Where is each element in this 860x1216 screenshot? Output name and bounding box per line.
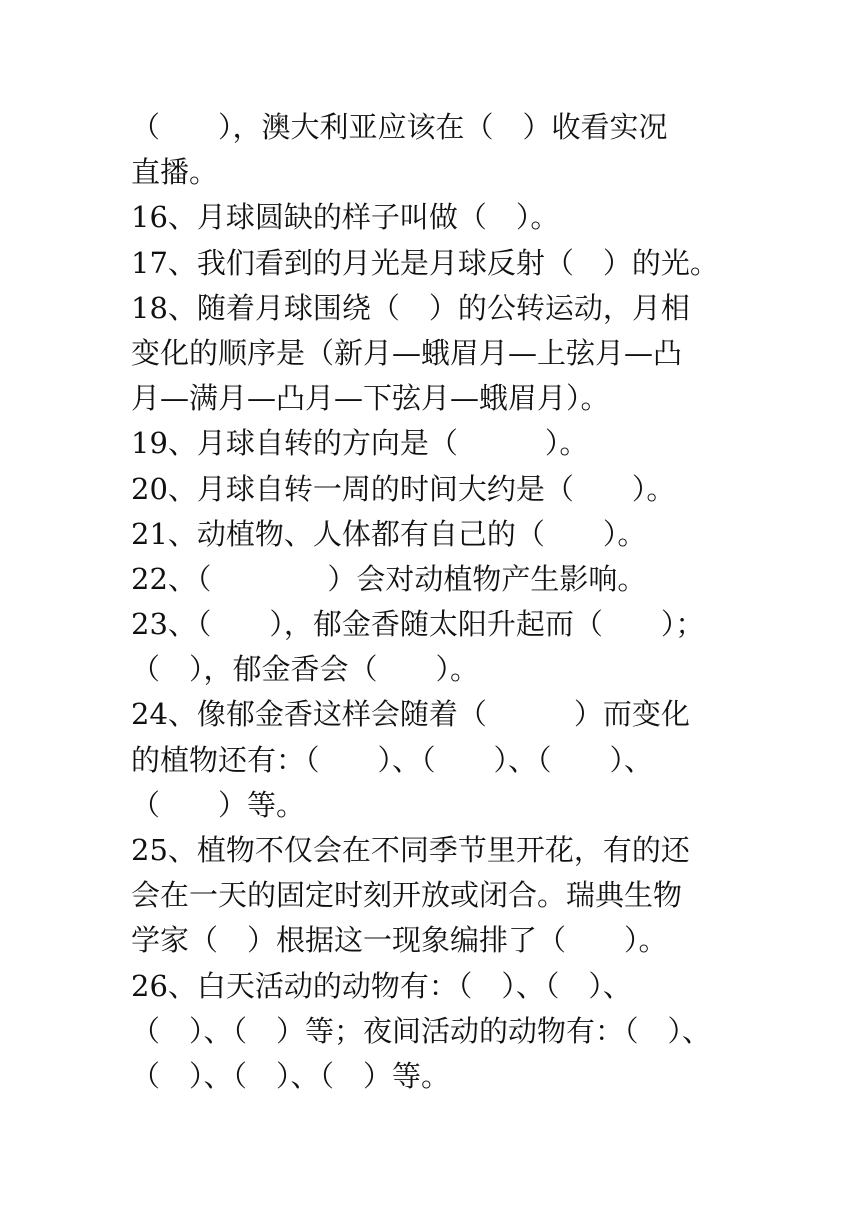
- question-23: 23、（ ），郁金香随太阳升起而（ ）；: [131, 607, 705, 642]
- question-19: 19、月球自转的方向是（ ）。: [131, 426, 589, 461]
- worksheet-page: [131, 105, 731, 1099]
- question-26: 26、白天活动的动物有：（ ）、（ ）、: [131, 968, 632, 1003]
- text-line: （ ）等。: [131, 787, 306, 822]
- text-line: （ ）、（ ）、（ ）等。: [131, 1058, 451, 1093]
- question-18: 18、随着月球围绕（ ）的公转运动，月相: [131, 290, 690, 325]
- question-24: 24、像郁金香这样会随着（ ）而变化: [131, 697, 690, 732]
- question-22: 22、（ ）会对动植物产生影响。: [131, 561, 647, 596]
- text-line: 的植物还有：（ ）、（ ）、（ ）、: [131, 742, 654, 777]
- text-line: 学家（ ）根据这一现象编排了（ ）。: [131, 923, 668, 958]
- text-line: （ ），郁金香会（ ）。: [131, 652, 480, 687]
- question-21: 21、动植物、人体都有自己的（ ）。: [131, 516, 647, 551]
- question-17: 17、我们看到的月光是月球反射（ ）的光。: [131, 245, 719, 280]
- text-line: 会在一天的固定时刻开放或闭合。瑞典生物: [131, 878, 683, 913]
- question-25: 25、植物不仅会在不同季节里开花，有的还: [131, 833, 690, 867]
- question-16: 16、月球圆缺的样子叫做（ ）。: [131, 200, 560, 235]
- question-20: 20、月球自转一周的时间大约是（ ）。: [131, 471, 676, 506]
- text-line: 月—满月—凸月—下弦月—蛾眉月）。: [131, 381, 610, 416]
- text-line: 直播。: [131, 155, 219, 190]
- text-line: （ ）、（ ）等；夜间活动的动物有：（ ）、: [131, 1013, 712, 1048]
- text-line: 变化的顺序是（新月—蛾眉月—上弦月—凸: [131, 335, 683, 370]
- text-line: （ ），澳大利亚应该在（ ）收看实况: [131, 110, 668, 144]
